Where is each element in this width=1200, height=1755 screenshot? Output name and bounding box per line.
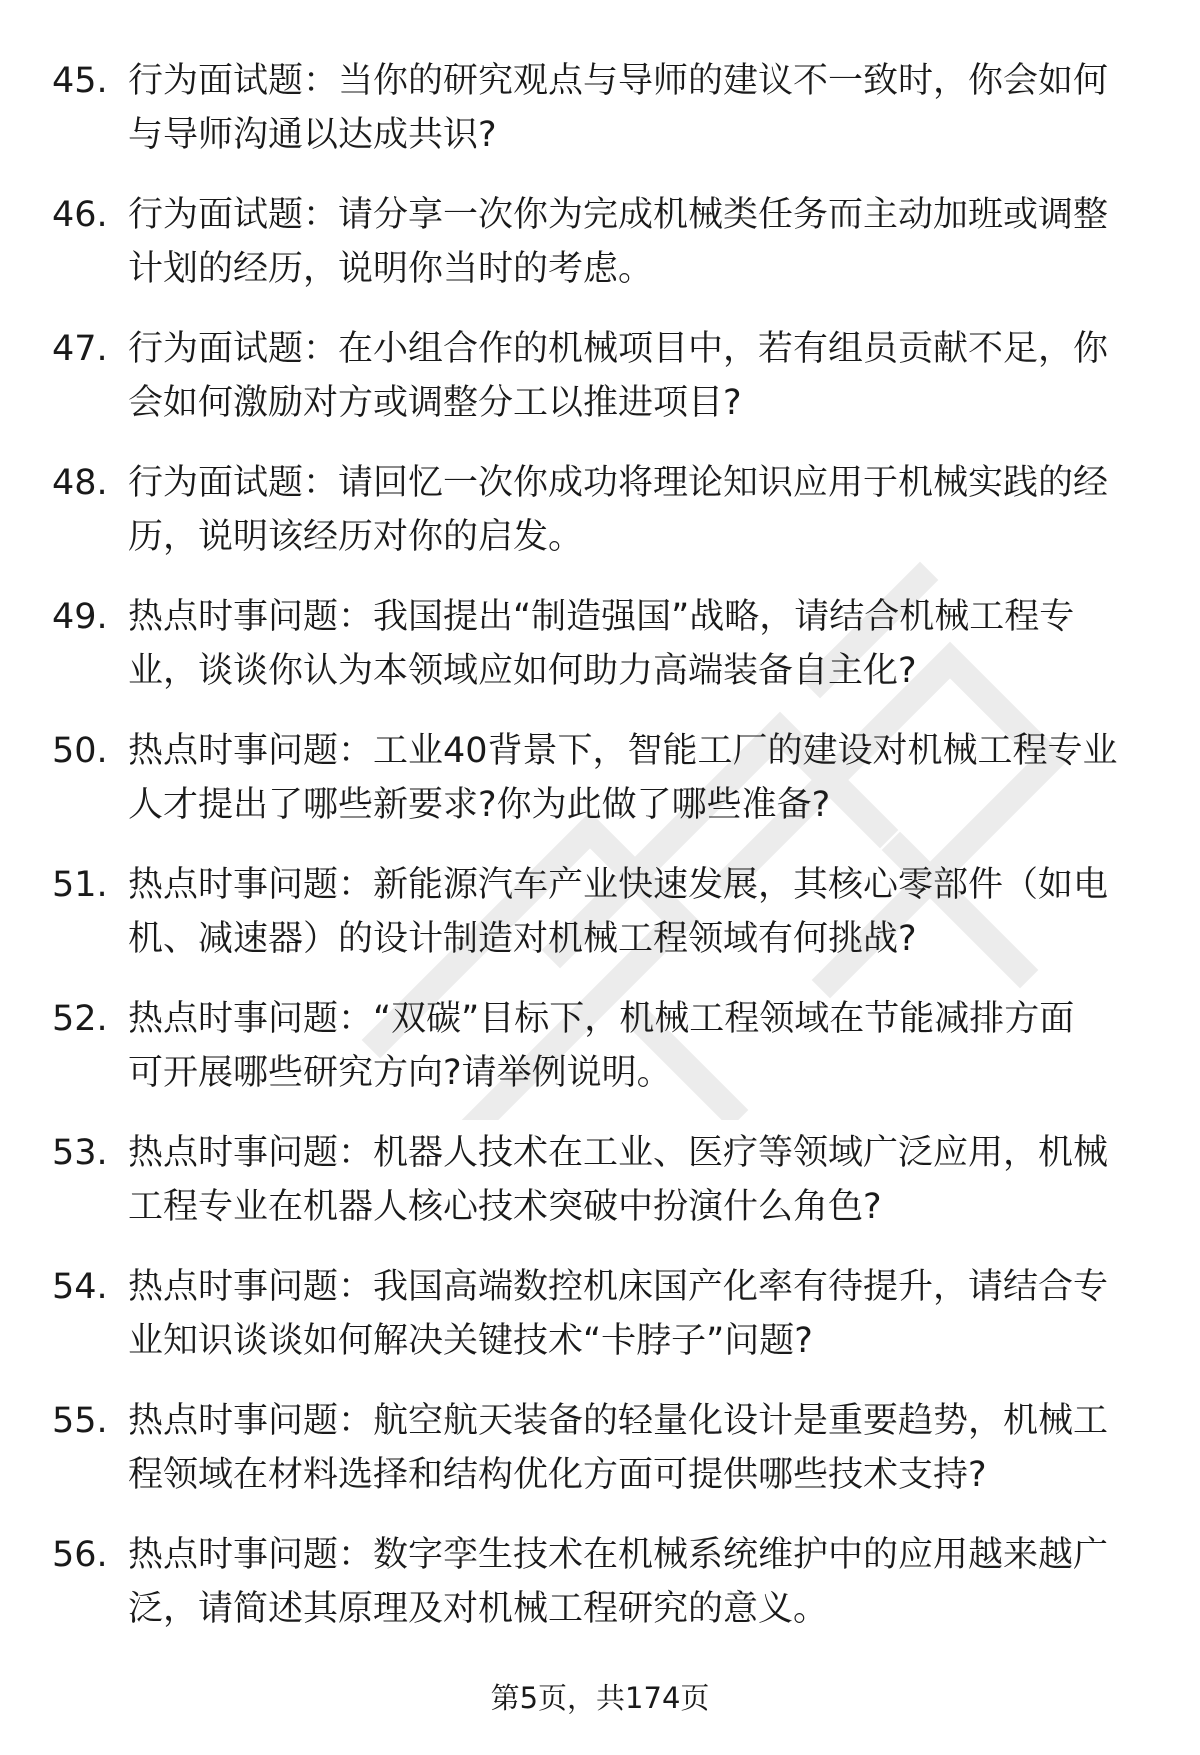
- question-line: 人才提出了哪些新要求?你为此做了哪些准备?: [128, 785, 831, 825]
- question-list: [0, 54, 1200, 1662]
- question-line: 热点时事问题：我国高端数控机床国产化率有待提升，请结合专: [128, 1267, 1109, 1307]
- list-item: [0, 1260, 1200, 1394]
- question-text: [128, 188, 1153, 296]
- question-line: 泛，请简述其原理及对机械工程研究的意义。: [128, 1589, 829, 1629]
- question-number: 54.: [52, 1267, 108, 1307]
- page-footer: 第5页，共174页: [490, 1681, 710, 1715]
- question-number: 56.: [52, 1535, 108, 1575]
- question-text: [128, 1126, 1153, 1234]
- list-item: [0, 858, 1200, 992]
- question-line: 计划的经历，说明你当时的考虑。: [128, 249, 654, 289]
- question-line: 热点时事问题：“双碳”目标下，机械工程领域在节能减排方面: [128, 999, 1075, 1039]
- list-item: [0, 188, 1200, 322]
- question-line: 业，谈谈你认为本领域应如何助力高端装备自主化?: [128, 651, 917, 691]
- question-line: 程领域在材料选择和结构优化方面可提供哪些技术支持?: [128, 1455, 987, 1495]
- question-line: 行为面试题：请分享一次你为完成机械类任务而主动加班或调整: [128, 195, 1109, 235]
- question-number: 47.: [52, 329, 108, 369]
- question-text: [128, 456, 1153, 564]
- question-text: [128, 992, 1153, 1100]
- list-item: [0, 456, 1200, 590]
- question-line: 行为面试题：在小组合作的机械项目中，若有组员贡献不足，你: [128, 329, 1109, 369]
- list-item: [0, 590, 1200, 724]
- question-number: 53.: [52, 1133, 108, 1173]
- question-text: [128, 858, 1153, 966]
- list-item: [0, 1528, 1200, 1662]
- list-item: [0, 54, 1200, 188]
- question-line: 热点时事问题：航空航天装备的轻量化设计是重要趋势，机械工: [128, 1401, 1109, 1441]
- question-line: 工程专业在机器人核心技术突破中扮演什么角色?: [128, 1187, 882, 1227]
- list-item: [0, 724, 1200, 858]
- question-number: 52.: [52, 999, 108, 1039]
- question-text: [128, 1394, 1153, 1502]
- list-item: [0, 992, 1200, 1126]
- question-number: 48.: [52, 463, 108, 503]
- question-text: [128, 54, 1153, 162]
- list-item: [0, 1394, 1200, 1528]
- question-line: 历，说明该经历对你的启发。: [128, 517, 584, 557]
- question-line: 行为面试题：请回忆一次你成功将理论知识应用于机械实践的经: [128, 463, 1109, 503]
- list-item: [0, 322, 1200, 456]
- question-line: 热点时事问题：新能源汽车产业快速发展，其核心零部件（如电: [128, 865, 1109, 905]
- question-line: 会如何激励对方或调整分工以推进项目?: [128, 383, 742, 423]
- question-line: 业知识谈谈如何解决关键技术“卡脖子”问题?: [128, 1321, 813, 1361]
- question-line: 与导师沟通以达成共识?: [128, 115, 497, 155]
- question-text: [128, 1260, 1153, 1368]
- list-item: [0, 1126, 1200, 1260]
- question-line: 热点时事问题：机器人技术在工业、医疗等领域广泛应用，机械: [128, 1133, 1109, 1173]
- question-line: 行为面试题：当你的研究观点与导师的建议不一致时，你会如何: [128, 61, 1109, 101]
- question-number: 46.: [52, 195, 108, 235]
- question-line: 热点时事问题：数字孪生技术在机械系统维护中的应用越来越广: [128, 1535, 1109, 1575]
- question-line: 可开展哪些研究方向?请举例说明。: [128, 1053, 672, 1093]
- question-line: 机、减速器）的设计制造对机械工程领域有何挑战?: [128, 919, 917, 959]
- question-number: 45.: [52, 61, 108, 101]
- question-number: 50.: [52, 731, 108, 771]
- question-text: [128, 724, 1153, 832]
- question-text: [128, 1528, 1153, 1636]
- question-text: [128, 590, 1153, 698]
- question-line: 热点时事问题：工业40背景下，智能工厂的建设对机械工程专业: [128, 731, 1118, 771]
- question-number: 49.: [52, 597, 108, 637]
- question-number: 55.: [52, 1401, 108, 1441]
- question-text: [128, 322, 1153, 430]
- question-number: 51.: [52, 865, 108, 905]
- question-line: 热点时事问题：我国提出“制造强国”战略，请结合机械工程专: [128, 597, 1075, 637]
